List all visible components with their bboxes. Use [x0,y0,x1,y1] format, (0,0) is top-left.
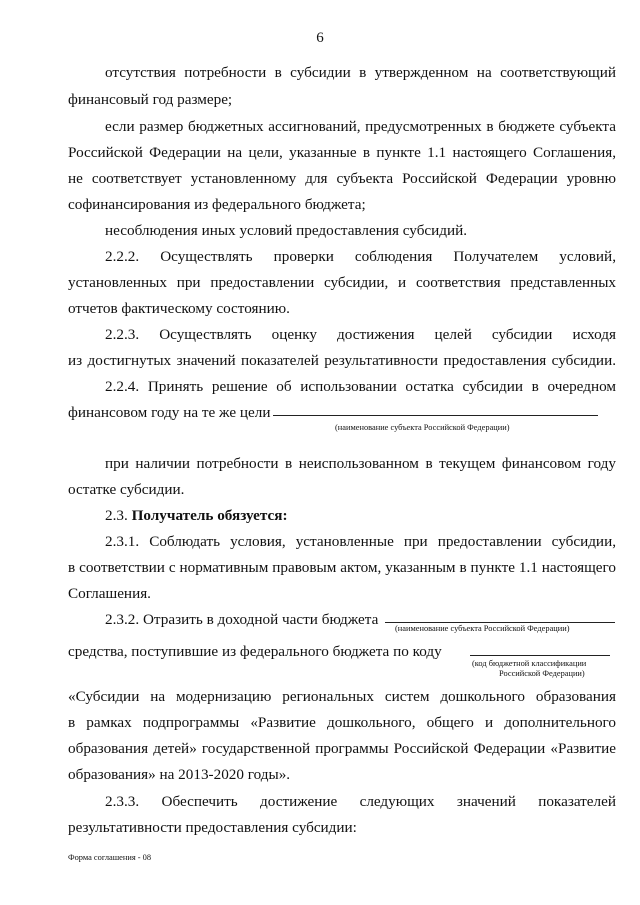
text-line: при наличии потребности в неиспользованном в текущем финансовом году [105,455,616,472]
page-number: 6 [316,30,324,46]
text-line: результативности предоставления субсидии: [68,819,357,836]
blank-caption: Российской Федерации) [499,669,585,678]
text-line: 2.3.1. Соблюдать условия, установленные при предоставлении субсидии, [105,533,616,550]
blank-caption: (наименование субъекта Российской Федерации) [395,624,570,633]
text-line: софинансирования из федерального бюджета; [68,196,366,213]
text-line: 2.3.3. Обеспечить достижение следующих значений показателей [105,793,616,810]
text-line: финансовом году на те же цели [68,404,271,421]
fill-blank-line [273,415,598,416]
text-line: 2.2.2. Осуществлять проверки соблюдения Получателем условий, [105,248,616,265]
text-line: отчетов фактическому состоянию. [68,300,290,317]
blank-caption: (наименование субъекта Российской Федерации) [335,423,510,432]
text-line: Российской Федерации на цели, указанные в пункте 1.1 настоящего Соглашения, [68,144,616,161]
text-line: остатке субсидии. [68,481,185,498]
text-line: если размер бюджетных ассигнований, предусмотренных в бюджете субъекта [105,118,616,135]
text-line: образования» на 2013-2020 годы». [68,766,291,783]
text-line: образования детей» государственной программы Российской Федерации «Развитие [68,740,616,757]
text-line: не соответствует установленному для субъекта Российской Федерации уровню [68,170,616,187]
section-title: Получатель обязуется: [131,507,288,524]
text-line: «Субсидии на модернизацию региональных систем дошкольного образования [68,688,616,705]
fill-blank-line [385,622,615,623]
text-line: установленных при предоставлении субсидии, и соответствия представленных [68,274,616,291]
text-line: средства, поступившие из федерального бюджета по коду [68,643,442,660]
text-line: 2.2.3. Осуществлять оценку достижения целей субсидии исходя [105,326,616,343]
text-line: финансовый год размере; [68,91,233,108]
text-line: 2.2.4. Принять решение об использовании остатка субсидии в очередном [105,378,616,395]
text-line: отсутствия потребности в субсидии в утвержденном на соответствующий [105,64,616,81]
form-footer: Форма соглашения - 08 [68,853,152,862]
text-line: несоблюдения иных условий предоставления субсидий. [105,222,468,239]
text-line: из достигнутых значений показателей результативности предоставления субсидии. [68,352,616,369]
blank-caption: (код бюджетной классификации [472,659,587,668]
text-line: в рамках подпрограммы «Развитие дошкольного, общего и дополнительного [68,714,616,731]
text-line: Соглашения. [68,585,151,602]
section-number: 2.3. [105,507,132,524]
section-heading [68,503,616,529]
fill-blank-line [470,655,610,656]
text-line: 2.3.2. Отразить в доходной части бюджета [105,611,379,628]
text-line: в соответствии с нормативным правовым актом, указанным в пункте 1.1 настоящего [68,559,616,576]
